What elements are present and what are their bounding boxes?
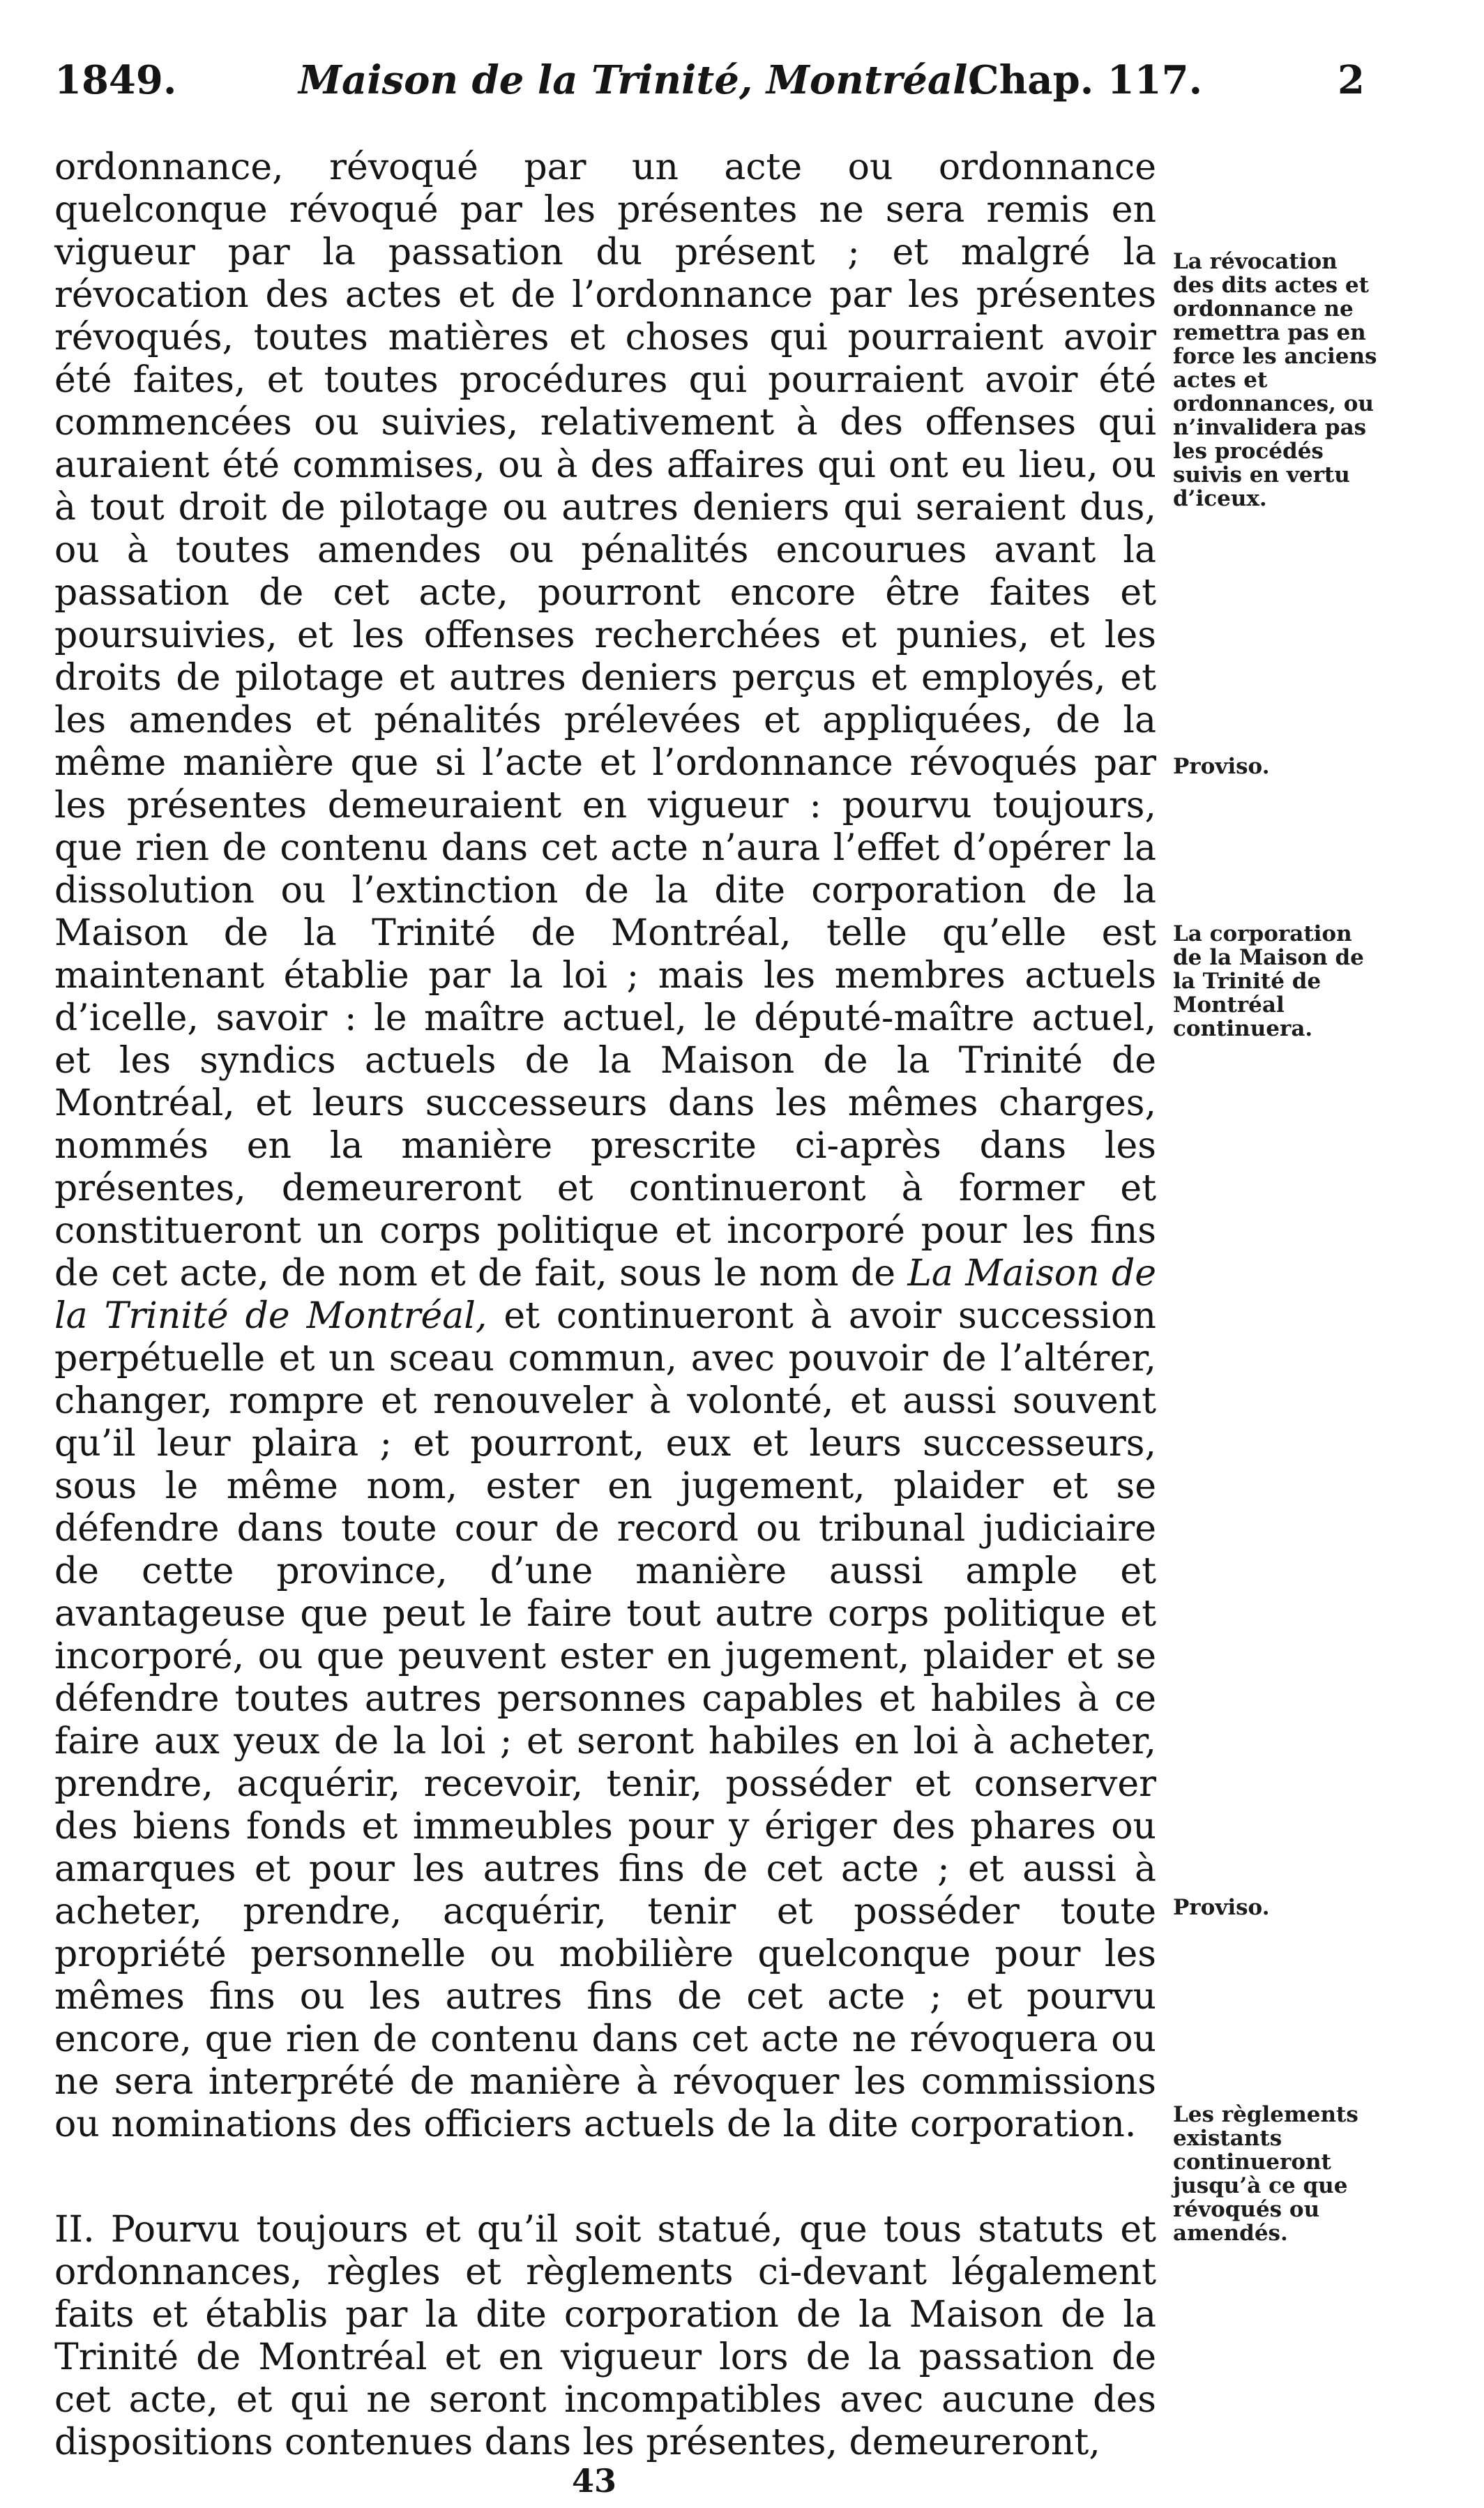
signature-mark: 43 [572, 2462, 617, 2500]
margin-note-revocation: La révocation des dits actes et ordonnance ne remettra pas en force les anciens actes et ordonnances, ou n’invalidera pas les procédés suivis en vertu d’iceux. [1173, 249, 1377, 511]
paragraph-spacer [54, 2146, 1156, 2209]
paragraph-1-text-a: ordonnance, révoqué par un acte ou ordonnance quelconque révoqué par les présentes ne sera remis en vigueur par la passation du présent ; et malgré la révocation des actes et de l’ordonnance par les présentes révoqués, toutes matières et choses qui pourraient avoir été faites, et toutes procédures qui pourraient avoir été commencées ou suivies, relativement à des offenses qui auraient été commises, ou à des affaires qui ont eu lieu, ou à tout droit de pilotage ou autres deniers qui seraient dus, ou à toutes amendes ou pénalités encourues avant la passation de cet acte, pourront encore être faites et poursuivies, et les offenses recherchées et punies, et les droits de pilotage et autres deniers perçus et employés, et les amendes et pénalités prélevées et appliquées, de la même manière que si l’acte et l’ordonnance révoqués par les présentes demeuraient en vigueur : pourvu toujours, que rien de contenu dans cet acte n’aura l’effet d’opérer la dissolution ou l’extinction de la dite corporation de la Maison de la Trinité de Montréal, telle qu’elle est maintenant établie par la loi ; mais les membres actuels d’icelle, savoir : le maître actuel, le député-maître actuel, et les syndics actuels de la Maison de la Trinité de Montréal, et leurs successeurs dans les mêmes charges, nommés en la manière prescrite ci-après dans les présentes, demeureront et continueront à former et constitueront un corps politique et incorporé pour les fins de cet acte, de nom et de fait, sous le nom de [54, 146, 1156, 1294]
paragraph-1-text-b: et continueront à avoir succession perpétuelle et un sceau commun, avec pouvoir de l’altérer, changer, rompre et renouveler à volonté, et aussi souvent qu’il leur plaira ; et pourront, eux et leurs successeurs, sous le même nom, ester en jugement, plaider et se défendre dans toute cour de record ou tribunal judiciaire de cette province, d’une manière aussi ample et avantageuse que peut le faire tout autre corps politique et incorporé, ou que peuvent ester en jugement, plaider et se défendre toutes autres personnes capables et habiles à ce faire aux yeux de la loi ; et seront habiles en loi à acheter, prendre, acquérir, recevoir, tenir, posséder et conserver des biens fonds et immeubles pour y ériger des phares ou amarques et pour les autres fins de cet acte ; et aussi à acheter, prendre, acquérir, tenir et posséder toute propriété personnelle ou mobilière quelconque pour les mêmes fins ou les autres fins de cet acte ; et pourvu encore, que rien de contenu dans cet acte ne révoquera ou ne sera interprété de manière à révoquer les commissions ou nominations des officiers actuels de la dite corporation. [54, 1295, 1156, 2145]
page-number: 2 [1338, 57, 1365, 103]
margin-note-corporation: La corporation de la Maison de la Trinité de Montréal continuera. [1173, 921, 1364, 1041]
section-ii-paragraph: II. Pourvu toujours et qu’il soit statué, que tous statuts et ordonnances, règles et règlements ci-devant légalement faits et établis par la dite corporation de la Maison de la Trinité de Montréal et en vigueur lors de la passation de cet acte, et qui ne seront incompatibles avec aucune des dispositions contenues dans les présentes, demeureront, [54, 2209, 1156, 2463]
header-title: Maison de la Trinité, Montréal. [298, 57, 981, 103]
main-text [54, 146, 1156, 2464]
margin-note-proviso: Proviso. [1173, 1895, 1270, 1920]
paragraph-continuation [54, 146, 1156, 2146]
margin-note-reglements: Les règlements existants continueront jusqu’à ce que révoqués ou amendés. [1173, 2102, 1358, 2246]
header-year: 1849. [54, 57, 177, 103]
margin-note-proviso: Proviso. [1173, 754, 1270, 779]
header-chapter: Chap. 117. [968, 57, 1203, 103]
corporation-name: La Maison de la Trinité de Montréal, [54, 1253, 1156, 1337]
running-header [54, 57, 1379, 106]
